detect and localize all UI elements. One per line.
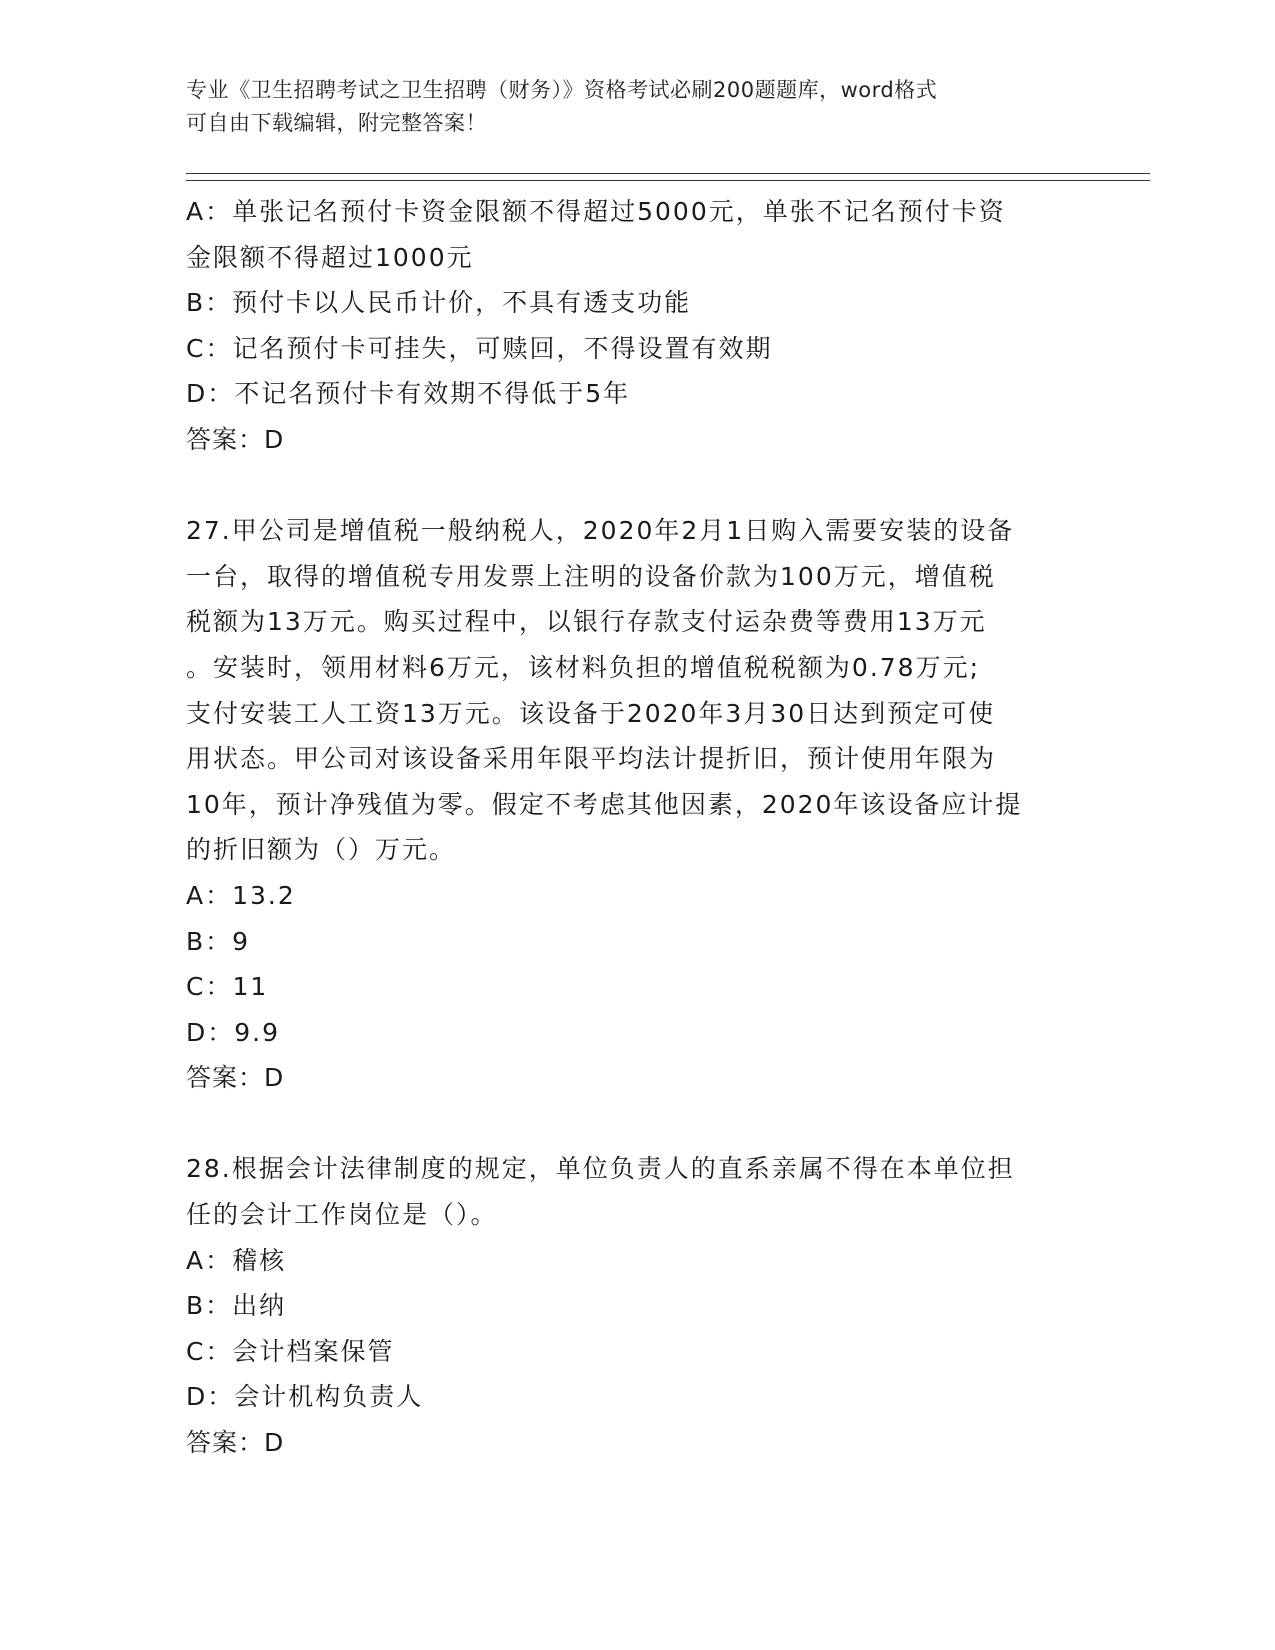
- header-line-2: 可自由下载编辑，附完整答案！: [186, 111, 487, 135]
- option-text: 金限额不得超过1000元: [186, 242, 474, 272]
- option-a: A：稽核: [186, 1245, 287, 1275]
- document-body: [186, 189, 1086, 1466]
- header-line-1: 专业《卫生招聘考试之卫生招聘（财务）》资格考试必刷200题题库，word格式: [186, 78, 938, 102]
- question-stem-line: 27.甲公司是增值税一般纳税人，2020年2月1日购入需要安装的设备: [186, 516, 1015, 546]
- option-a: A：13.2: [186, 880, 296, 910]
- answer-line: 答案：D: [186, 1063, 285, 1093]
- header-divider-top: [186, 173, 1150, 174]
- option-text: D：不记名预付卡有效期不得低于5年: [186, 379, 631, 409]
- question-stem-line: 28.根据会计法律制度的规定，单位负责人的直系亲属不得在本单位担: [186, 1154, 1015, 1184]
- question-stem-line: 。安装时，领用材料6万元，该材料负担的增值税税额为0.78万元;: [186, 652, 980, 682]
- option-a: [186, 189, 1086, 280]
- option-c: C：11: [186, 972, 269, 1002]
- option-c: [186, 326, 1086, 372]
- question-stem-line: 支付安装工人工资13万元。该设备于2020年3月30日达到预定可使: [186, 698, 996, 728]
- header-divider-bottom: [186, 180, 1150, 181]
- question-stem-line: 的折旧额为（）万元。: [186, 835, 457, 865]
- question-stem-line: 一台，取得的增值税专用发票上注明的设备价款为100万元，增值税: [186, 561, 996, 591]
- option-text: A：单张记名预付卡资金限额不得超过5000元，单张不记名预付卡资: [186, 197, 1006, 226]
- prev-question-options: [186, 189, 1086, 463]
- question-stem-line: 10年，预计净残值为零。假定不考虑其他因素，2020年该设备应计提: [186, 789, 1023, 819]
- option-text: B：预付卡以人民币计价，不具有透支功能: [186, 288, 692, 318]
- spacer: [186, 1101, 1086, 1147]
- question-stem-line: 用状态。甲公司对该设备采用年限平均法计提折旧，预计使用年限为: [186, 744, 997, 774]
- option-b: B：出纳: [186, 1291, 287, 1321]
- option-d: D：会计机构负责人: [186, 1382, 424, 1412]
- option-d: D：9.9: [186, 1017, 281, 1047]
- question-stem-line: 税额为13万元。购买过程中，以银行存款支付运杂费等费用13万元: [186, 607, 987, 637]
- answer-line: 答案：D: [186, 1428, 285, 1458]
- option-c: C：会计档案保管: [186, 1336, 395, 1366]
- option-d: [186, 371, 1086, 417]
- spacer: [186, 463, 1086, 509]
- option-b: [186, 280, 1086, 326]
- option-b: B：9: [186, 926, 251, 956]
- answer-line: 答案：D: [186, 424, 285, 454]
- option-text: C：记名预付卡可挂失，可赎回，不得设置有效期: [186, 333, 773, 363]
- question-27: [186, 508, 1086, 1101]
- document-header: [186, 74, 1066, 140]
- question-stem-line: 任的会计工作岗位是（）。: [186, 1200, 498, 1230]
- question-28: [186, 1146, 1086, 1465]
